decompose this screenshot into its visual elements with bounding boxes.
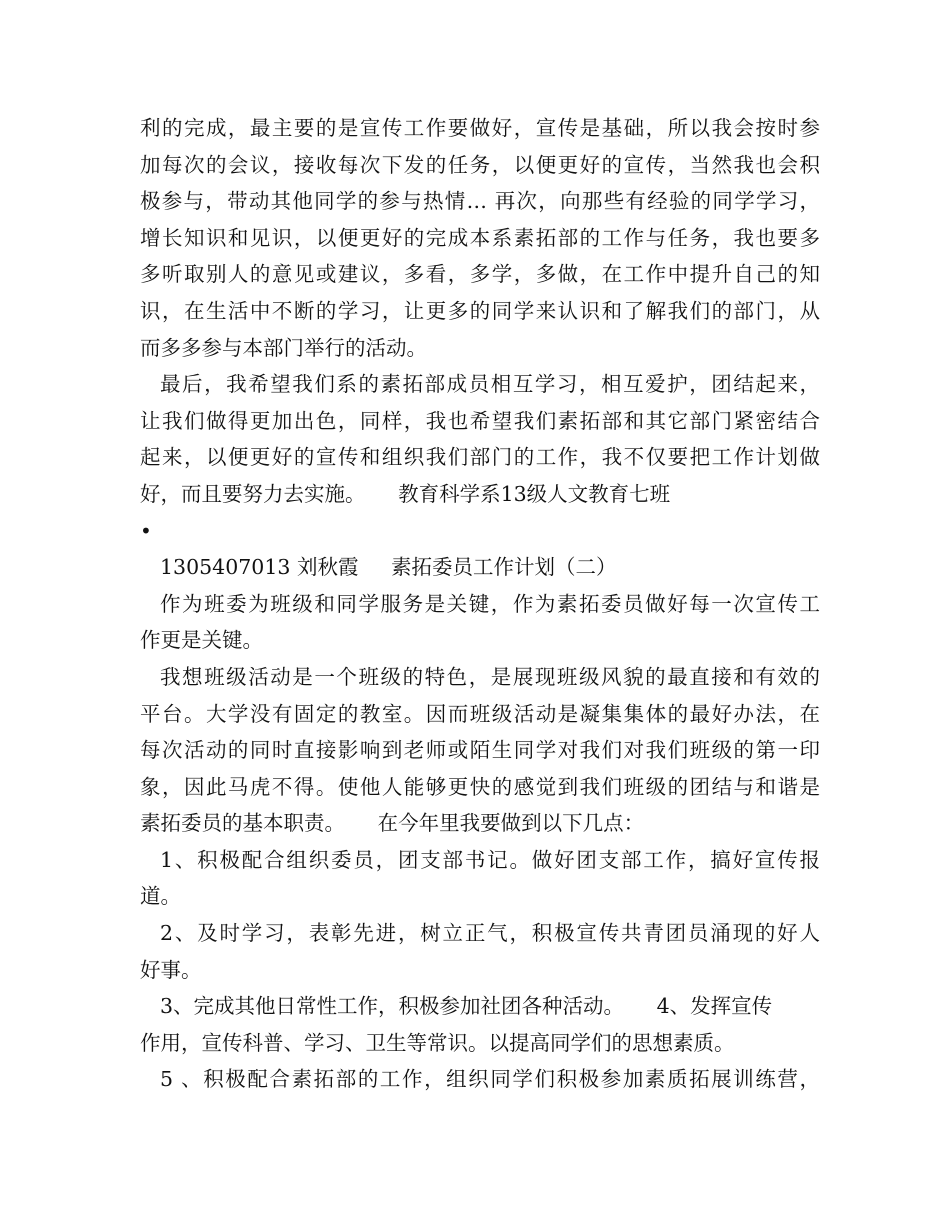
text-line: 识，在生活中不断的学习，让更多的同学来认识和了解我们的部门，从 [140,298,820,323]
document-body [140,110,820,1098]
text-line: 好，而且要努力去实施。 教育科学系13级人文教育七班 [140,481,671,506]
list-item-line: 5 、积极配合素拓部的工作，组织同学们积极参加素质拓展训练营， [160,1067,820,1092]
paragraph-start-line: 作为班委为班级和同学服务是关键，作为素拓委员做好每一次宣传工 [160,591,820,616]
text-line: 作更是关键。 [140,628,263,653]
text-line: 极参与，带动其他同学的参与热情… 再次，向那些有经验的同学学习， [140,189,820,214]
text-line: 增长知识和见识，以便更好的完成本系素拓部的工作与任务，我也要多 [140,225,820,250]
text-line: 加每次的会议，接收每次下发的任务，以便更好的宣传，当然我也会积 [140,152,820,177]
text-line: 让我们做得更加出色，同样，我也希望我们素拓部和其它部门紧密结合 [140,408,820,433]
paragraph-start-line: 我想班级活动是一个班级的特色，是展现班级风貌的最直接和有效的 [160,664,820,689]
text-line: 好事。 [140,957,202,982]
paragraph-start-line: 最后，我希望我们系的素拓部成员相互学习，相互爱护，团结起来， [160,372,820,397]
text-line: 作用，宣传科普、学习、卫生等常识。以提高同学们的思想素质。 [140,1030,735,1055]
text-line: 利的完成，最主要的是宣传工作要做好，宣传是基础，所以我会按时参 [140,116,820,140]
author-heading-line: 1305407013 刘秋霞 素拓委员工作计划（二） [160,555,617,580]
list-item-line: 2、及时学习，表彰先进，树立正气，积极宣传共青团员涌现的好人 [160,921,820,946]
list-item-line: 3、完成其他日常性工作，积极参加社团各种活动。 4、发挥宣传 [160,994,773,1019]
text-line: 而多多参与本部门举行的活动。 [140,335,427,360]
bullet-glyph: • [140,518,152,543]
text-line: 素拓委员的基本职责。 在今年里我要做到以下几点： [140,811,645,836]
text-line: 起来，以便更好的宣传和组织我们部门的工作，我不仅要把工作计划做 [140,445,820,470]
text-line: 多听取别人的意见或建议，多看，多学，多做，在工作中提升自己的知 [140,262,820,287]
text-line: 平台。大学没有固定的教室。因而班级活动是凝集集体的最好办法，在 [140,701,820,726]
text-line: 道。 [140,884,181,909]
list-item-line: 1、积极配合组织委员，团支部书记。做好团支部工作，搞好宣传报 [160,847,820,872]
text-line: 象，因此马虎不得。使他人能够更快的感觉到我们班级的团结与和谐是 [140,774,820,799]
text-line: 每次活动的同时直接影响到老师或陌生同学对我们对我们班级的第一印 [140,738,820,763]
